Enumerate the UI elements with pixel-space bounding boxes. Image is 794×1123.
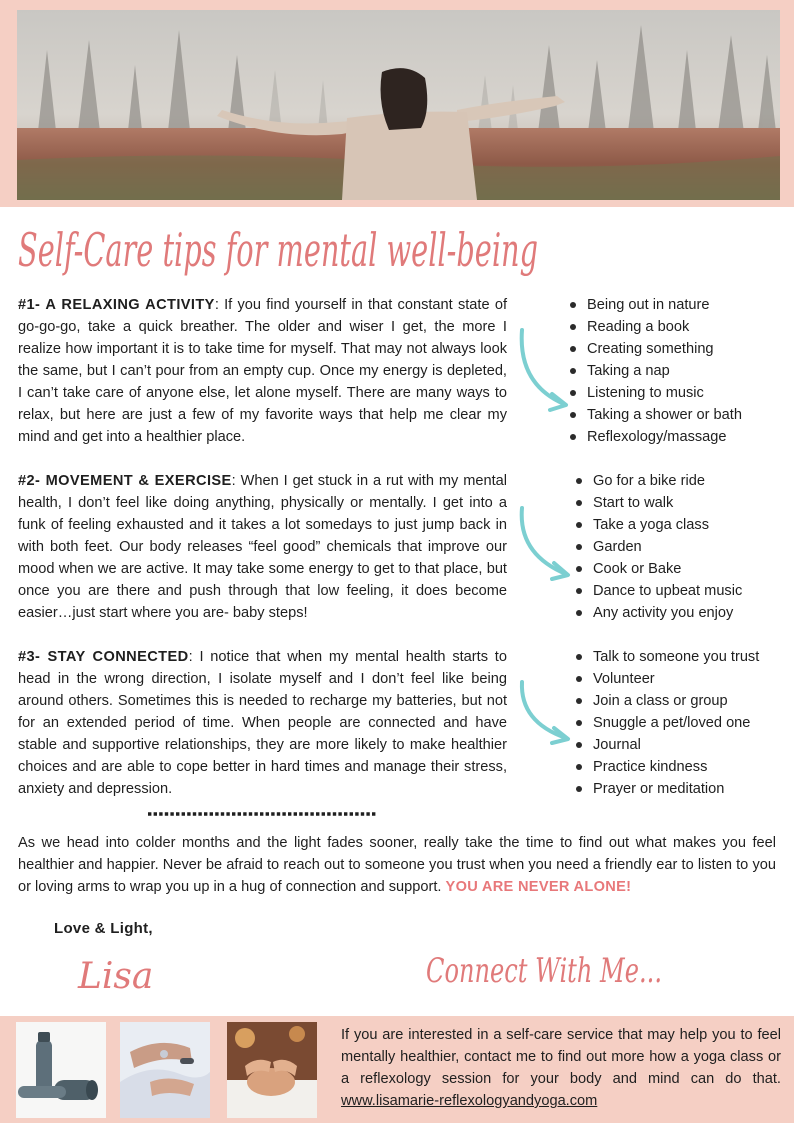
connect-heading [424, 940, 674, 1000]
list-item: Creating something [568, 338, 742, 360]
curved-arrow-icon [508, 502, 578, 582]
list-item: Listening to music [568, 382, 742, 404]
section-body: : I notice that when my mental health starts to head in the wrong direction, I isolate myself and I don’t feel like being around others. Sometimes this is needed to recharge my batteries, but not for an extended period of time. When people are connected and have stable and supportive relationships, they are more likely to make healthier choices and are able to cope better in hard times and manage their stress, anxiety and depression. [18, 649, 507, 797]
list-item: Join a class or group [574, 690, 759, 712]
footer-text: If you are interested in a self-care service that may help you to feel mentally healthier, contact me to find out more how a yoga class or a reflexology session for your body and mind can do that. [341, 1027, 781, 1087]
curved-arrow-icon [508, 676, 578, 746]
footer-paragraph [341, 1024, 781, 1112]
section-heading: #3- STAY CONNECTED [18, 649, 189, 665]
section-stay-connected [18, 646, 507, 800]
relaxing-tips-list [568, 294, 742, 448]
list-item: Dance to upbeat music [574, 580, 742, 602]
closing-paragraph [18, 832, 776, 898]
signature [74, 944, 154, 1008]
list-item: Volunteer [574, 668, 759, 690]
page-title-text: Self-Care tips for mental well-being [18, 223, 538, 277]
list-item: Go for a bike ride [574, 470, 742, 492]
yoga-mat-photo [16, 1022, 106, 1118]
section-body: : When I get stuck in a rut with my mental health, I don’t feel like doing anything, physically or mentally. I get into a funk of feeling exhausted and it takes a lot somedays to just jump back in with both feet. Our body releases “feel good” chemicals that improve our mood when we are active. It may take some energy to get to that place, but once you are there and push through that low feeling, it does become easier…just start where you are- baby steps! [18, 473, 507, 621]
section-heading: #1- A RELAXING ACTIVITY [18, 297, 215, 313]
section-body: : If you find yourself in that constant state of go-go-go, take a quick breather. The older and wiser I get, the more I realize how important it is to take time for myself. That may not always look the same, but I can’t pour from an empty cup. Once my energy is depleted, I can’t take care of anyone else, let alone myself. There are many ways to relax, but here are just a few of my favorite ways that help me clear my mind and get into a healthier place. [18, 297, 507, 445]
list-item: Any activity you enjoy [574, 602, 742, 624]
connect-heading-text: Connect With Me... [426, 951, 662, 991]
list-item: Reflexology/massage [568, 426, 742, 448]
page-title [14, 208, 574, 296]
face-massage-image [227, 1022, 317, 1118]
list-item: Cook or Bake [574, 558, 742, 580]
section-heading: #2- MOVEMENT & EXERCISE [18, 473, 232, 489]
list-item: Start to walk [574, 492, 742, 514]
list-item: Garden [574, 536, 742, 558]
dotted-divider [146, 812, 378, 816]
woman-in-field-image [17, 10, 780, 200]
yoga-mat-bottle-image [16, 1022, 106, 1118]
signoff-greeting: Love & Light, [54, 920, 153, 937]
list-item: Taking a shower or bath [568, 404, 742, 426]
closing-text: As we head into colder months and the light fades sooner, really take the time to find out what makes you feel healthier and happier. Never be afraid to reach out to someone you trust when you need a friendly ear to listen to you or loving arms to wrap you up in a hug of connection and support. [18, 835, 776, 895]
reflexology-photo [120, 1022, 210, 1118]
connection-tips-list [574, 646, 759, 800]
website-link[interactable]: www.lisamarie-reflexologyandyoga.com [341, 1093, 598, 1109]
list-item: Prayer or meditation [574, 778, 759, 800]
exercise-tips-list [574, 470, 742, 624]
signature-name: Lisa [78, 956, 154, 997]
hands-reflexology-image [120, 1022, 210, 1118]
massage-photo [227, 1022, 317, 1118]
list-item: Practice kindness [574, 756, 759, 778]
list-item: Take a yoga class [574, 514, 742, 536]
list-item: Snuggle a pet/loved one [574, 712, 759, 734]
list-item: Journal [574, 734, 759, 756]
list-item: Talk to someone you trust [574, 646, 759, 668]
hero-photo [17, 10, 780, 200]
list-item: Reading a book [568, 316, 742, 338]
closing-emphasis: YOU ARE NEVER ALONE! [445, 879, 632, 895]
section-movement-exercise [18, 470, 507, 624]
section-relaxing-activity [18, 294, 507, 448]
list-item: Taking a nap [568, 360, 742, 382]
list-item: Being out in nature [568, 294, 742, 316]
